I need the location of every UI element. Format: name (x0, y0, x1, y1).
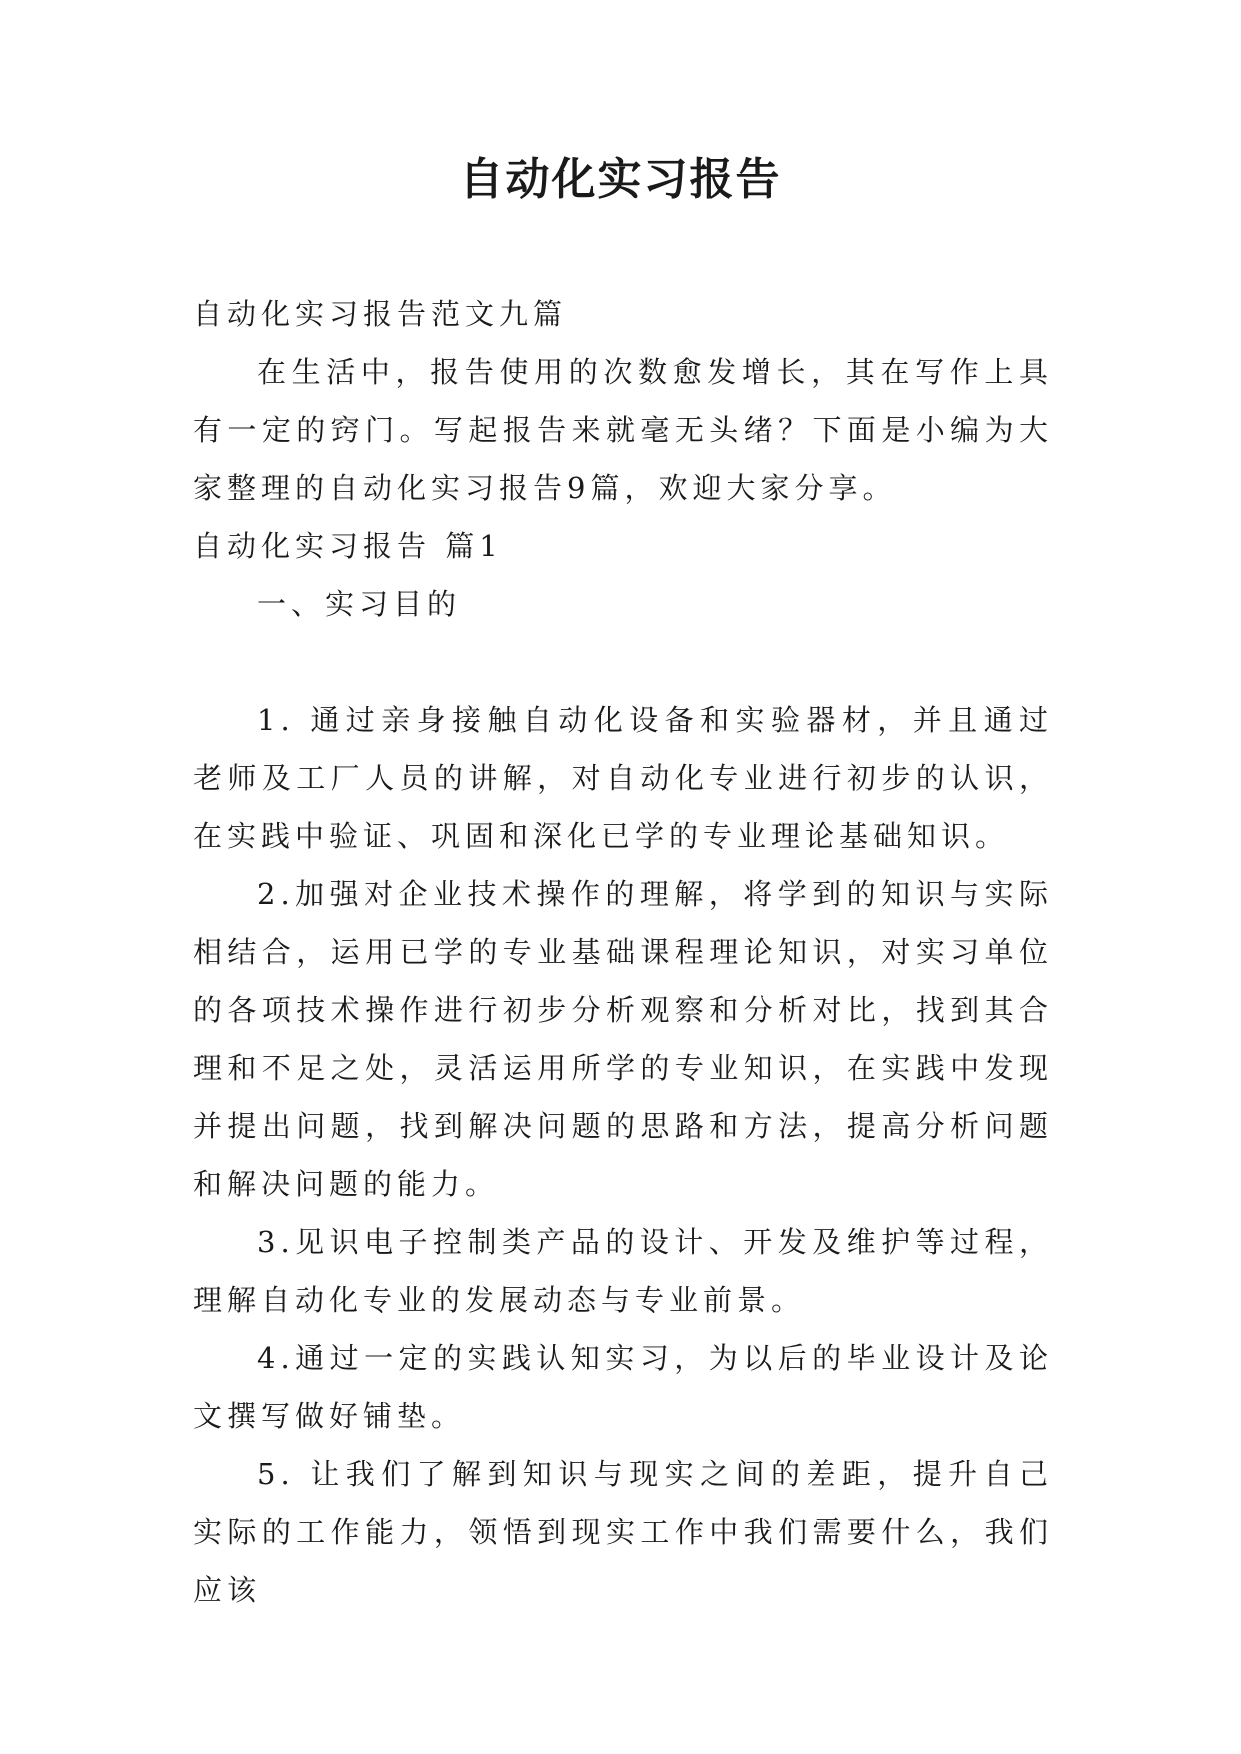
list-item: 3.见识电子控制类产品的设计、开发及维护等过程，理解自动化专业的发展动态与专业前景。 (193, 1225, 1053, 1317)
list-item: 5. 让我们了解到知识与现实之间的差距，提升自己实际的工作能力，领悟到现实工作中我们需要什么，我们应该 (193, 1457, 1053, 1607)
subsection-heading: 一、实习目的 (257, 587, 462, 621)
list-item: 4.通过一定的实践认知实习，为以后的毕业设计及论文撰写做好铺垫。 (193, 1341, 1053, 1433)
document-subtitle: 自动化实习报告范文九篇 (193, 297, 568, 331)
document-title: 自动化实习报告 (459, 154, 782, 205)
section-heading: 自动化实习报告 篇1 (193, 529, 503, 563)
document-body (193, 285, 1053, 1619)
paragraph-spacer (193, 633, 1053, 691)
intro-paragraph: 在生活中，报告使用的次数愈发增长，其在写作上具有一定的窍门。写起报告来就毫无头绪？下面是小编为大家整理的自动化实习报告9篇，欢迎大家分享。 (193, 355, 1053, 505)
list-item: 1. 通过亲身接触自动化设备和实验器材，并且通过老师及工厂人员的讲解，对自动化专业进行初步的认识，在实践中验证、巩固和深化已学的专业理论基础知识。 (193, 703, 1053, 853)
list-item: 2.加强对企业技术操作的理解，将学到的知识与实际相结合，运用已学的专业基础课程理论知识，对实习单位的各项技术操作进行初步分析观察和分析对比，找到其合理和不足之处，灵活运用所学的专业知识，在实践中发现并提出问题，找到解决问题的思路和方法，提高分析问题和解决问题的能力。 (193, 877, 1053, 1201)
